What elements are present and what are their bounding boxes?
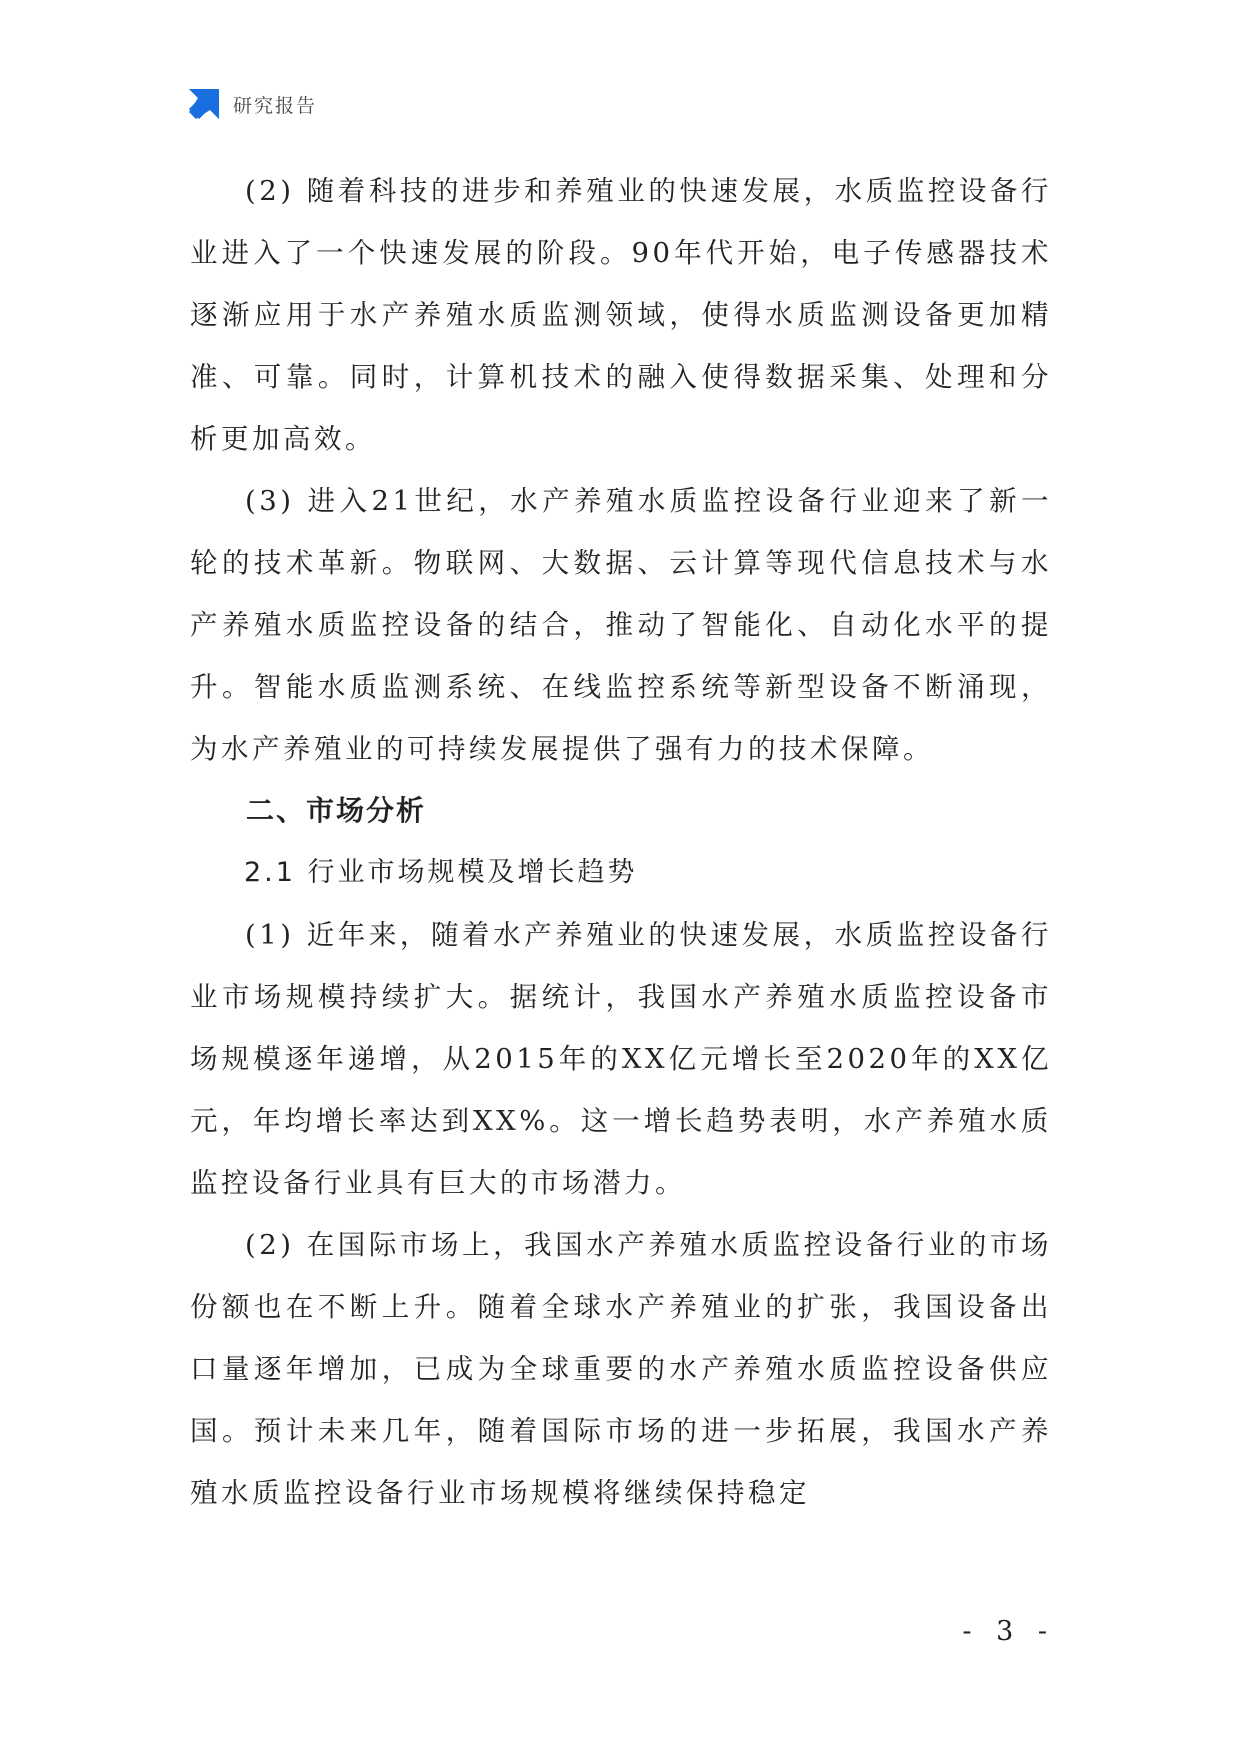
subsection-heading: 2.1 行业市场规模及增长趋势 <box>244 857 638 888</box>
page-number: - 3 - <box>962 1616 1055 1647</box>
document-body <box>190 160 1052 1524</box>
report-header <box>187 86 317 122</box>
paragraph-21st-century: (3) 进入21世纪，水产养殖水质监控设备行业迎来了新一轮的技术革新。物联网、大数据、云计算等现代信息技术与水产养殖水质监控设备的结合，推动了智能化、自动化水平的提升。智能水质监测系统、在线监控系统等新型设备不断涌现，为水产养殖业的可持续发展提供了强有力的技术保障。 <box>190 485 1052 765</box>
paragraph-market-size: (1) 近年来，随着水产养殖业的快速发展，水质监控设备行业市场规模持续扩大。据统计，我国水产养殖水质监控设备市场规模逐年递增，从2015年的XX亿元增长至2020年的XX亿元，年均增长率达到XX%。这一增长趋势表明，水产养殖水质监控设备行业具有巨大的市场潜力。 <box>190 919 1052 1199</box>
arrow-up-right-logo-icon <box>187 87 221 121</box>
paragraph-tech-progress: (2) 随着科技的进步和养殖业的快速发展，水质监控设备行业进入了一个快速发展的阶段。90年代开始，电子传感器技术逐渐应用于水产养殖水质监测领域，使得水质监测设备更加精准、可靠。同时，计算机技术的融入使得数据采集、处理和分析更加高效。 <box>190 175 1052 455</box>
section-heading: 二、市场分析 <box>246 794 427 827</box>
header-title: 研究报告 <box>233 94 318 117</box>
paragraph-international-market: (2) 在国际市场上，我国水产养殖水质监控设备行业的市场份额也在不断上升。随着全球水产养殖业的扩张，我国设备出口量逐年增加，已成为全球重要的水产养殖水质监控设备供应国。预计未来几年，随着国际市场的进一步拓展，我国水产养殖水质监控设备行业市场规模将继续保持稳定 <box>190 1229 1052 1509</box>
